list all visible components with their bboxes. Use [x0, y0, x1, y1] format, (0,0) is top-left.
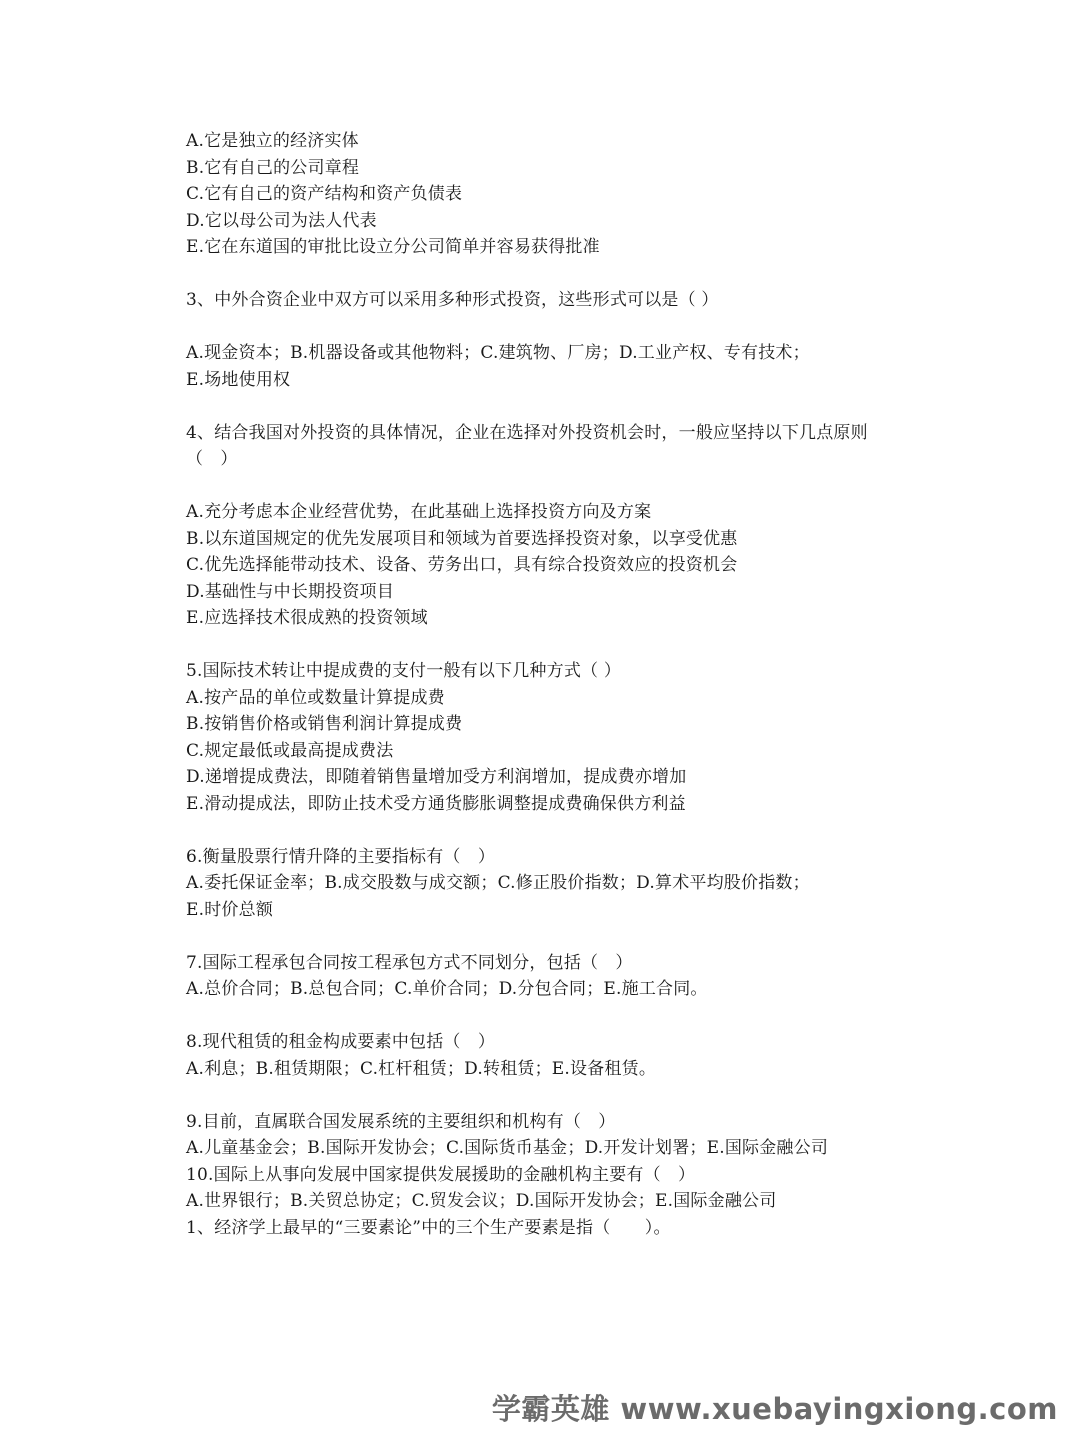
spacer: [186, 473, 1046, 500]
q10-options: A.世界银行；B.关贸总协定；C.贸发会议；D.国际开发协会；E.国际金融公司: [186, 1191, 777, 1211]
q4-option-a: A.充分考虑本企业经营优势，在此基础上选择投资方向及方案: [186, 502, 652, 522]
q5-question: 5.国际技术转让中提成费的支付一般有以下几种方式（ ）: [186, 661, 622, 681]
spacer: [186, 261, 1046, 288]
next-q1-question: 1、经济学上最早的“三要素论”中的三个生产要素是指（ ）。: [186, 1217, 671, 1238]
q2-option-c: C.它有自己的资产结构和资产负债表: [186, 184, 463, 204]
q5-option-d: D.递增提成费法，即随着销售量增加受方利润增加，提成费亦增加: [186, 767, 687, 787]
spacer: [186, 923, 1046, 950]
q6-options-line-2: E.时价总额: [186, 899, 274, 920]
q8-question: 8.现代租赁的租金构成要素中包括（ ）: [186, 1032, 496, 1052]
q5-option-a: A.按产品的单位或数量计算提成费: [186, 687, 445, 708]
q4-option-b: B.以东道国规定的优先发展项目和领域为首要选择投资对象，以享受优惠: [186, 528, 738, 549]
q5-option-e: E.滑动提成法，即防止技术受方通货膨胀调整提成费确保供方利益: [186, 793, 686, 814]
q8-options: A.利息；B.租赁期限；C.杠杆租赁；D.转租赁；E.设备租赁。: [186, 1058, 657, 1079]
document-page: [186, 128, 1046, 1241]
q5-option-b: B.按销售价格或销售利润计算提成费: [186, 714, 463, 734]
q7-question: 7.国际工程承包合同按工程承包方式不同划分，包括（ ）: [186, 952, 633, 973]
q4-option-c: C.优先选择能带动技术、设备、劳务出口，具有综合投资效应的投资机会: [186, 555, 738, 575]
spacer: [186, 1082, 1046, 1109]
q4-option-d: D.基础性与中长期投资项目: [186, 581, 395, 602]
q2-option-a: A.它是独立的经济实体: [186, 131, 359, 151]
q3-options-line-2: E.场地使用权: [186, 369, 291, 390]
q2-option-b: B.它有自己的公司章程: [186, 157, 360, 178]
spacer: [186, 632, 1046, 659]
q6-options-line-1: A.委托保证金率；B.成交股数与成交额；C.修正股价指数；D.算术平均股价指数；: [186, 873, 810, 893]
spacer: [186, 817, 1046, 844]
q5-option-c: C.规定最低或最高提成费法: [186, 740, 394, 761]
spacer: [186, 393, 1046, 420]
q4-question-line-2: （ ）: [186, 449, 238, 469]
q4-option-e: E.应选择技术很成熟的投资领域: [186, 608, 428, 628]
q3-options-line-1: A.现金资本；B.机器设备或其他物料；C.建筑物、厂房；D.工业产权、专有技术；: [186, 343, 810, 363]
q2-option-d: D.它以母公司为法人代表: [186, 210, 377, 231]
q7-options: A.总价合同；B.总包合同；C.单价合同；D.分包合同；E.施工合同。: [186, 979, 708, 999]
q9-options: A.儿童基金会；B.国际开发协会；C.国际货币基金；D.开发计划署；E.国际金融公司: [186, 1138, 829, 1158]
q9-question: 9.目前，直属联合国发展系统的主要组织和机构有（ ）: [186, 1111, 616, 1132]
spacer: [186, 1003, 1046, 1030]
q2-option-e: E.它在东道国的审批比设立分公司简单并容易获得批准: [186, 237, 600, 257]
q6-question: 6.衡量股票行情升降的主要指标有（ ）: [186, 846, 496, 867]
q4-question-line-1: 4、结合我国对外投资的具体情况，企业在选择对外投资机会时，一般应坚持以下几点原则: [186, 422, 868, 443]
q3-question: 3、中外合资企业中双方可以采用多种形式投资，这些形式可以是（ ）: [186, 290, 719, 310]
site-watermark: 学霸英雄 www.xuebayingxiong.com: [491, 1392, 1058, 1426]
spacer: [186, 314, 1046, 341]
q10-question: 10.国际上从事向发展中国家提供发展援助的金融机构主要有（ ）: [186, 1164, 696, 1185]
